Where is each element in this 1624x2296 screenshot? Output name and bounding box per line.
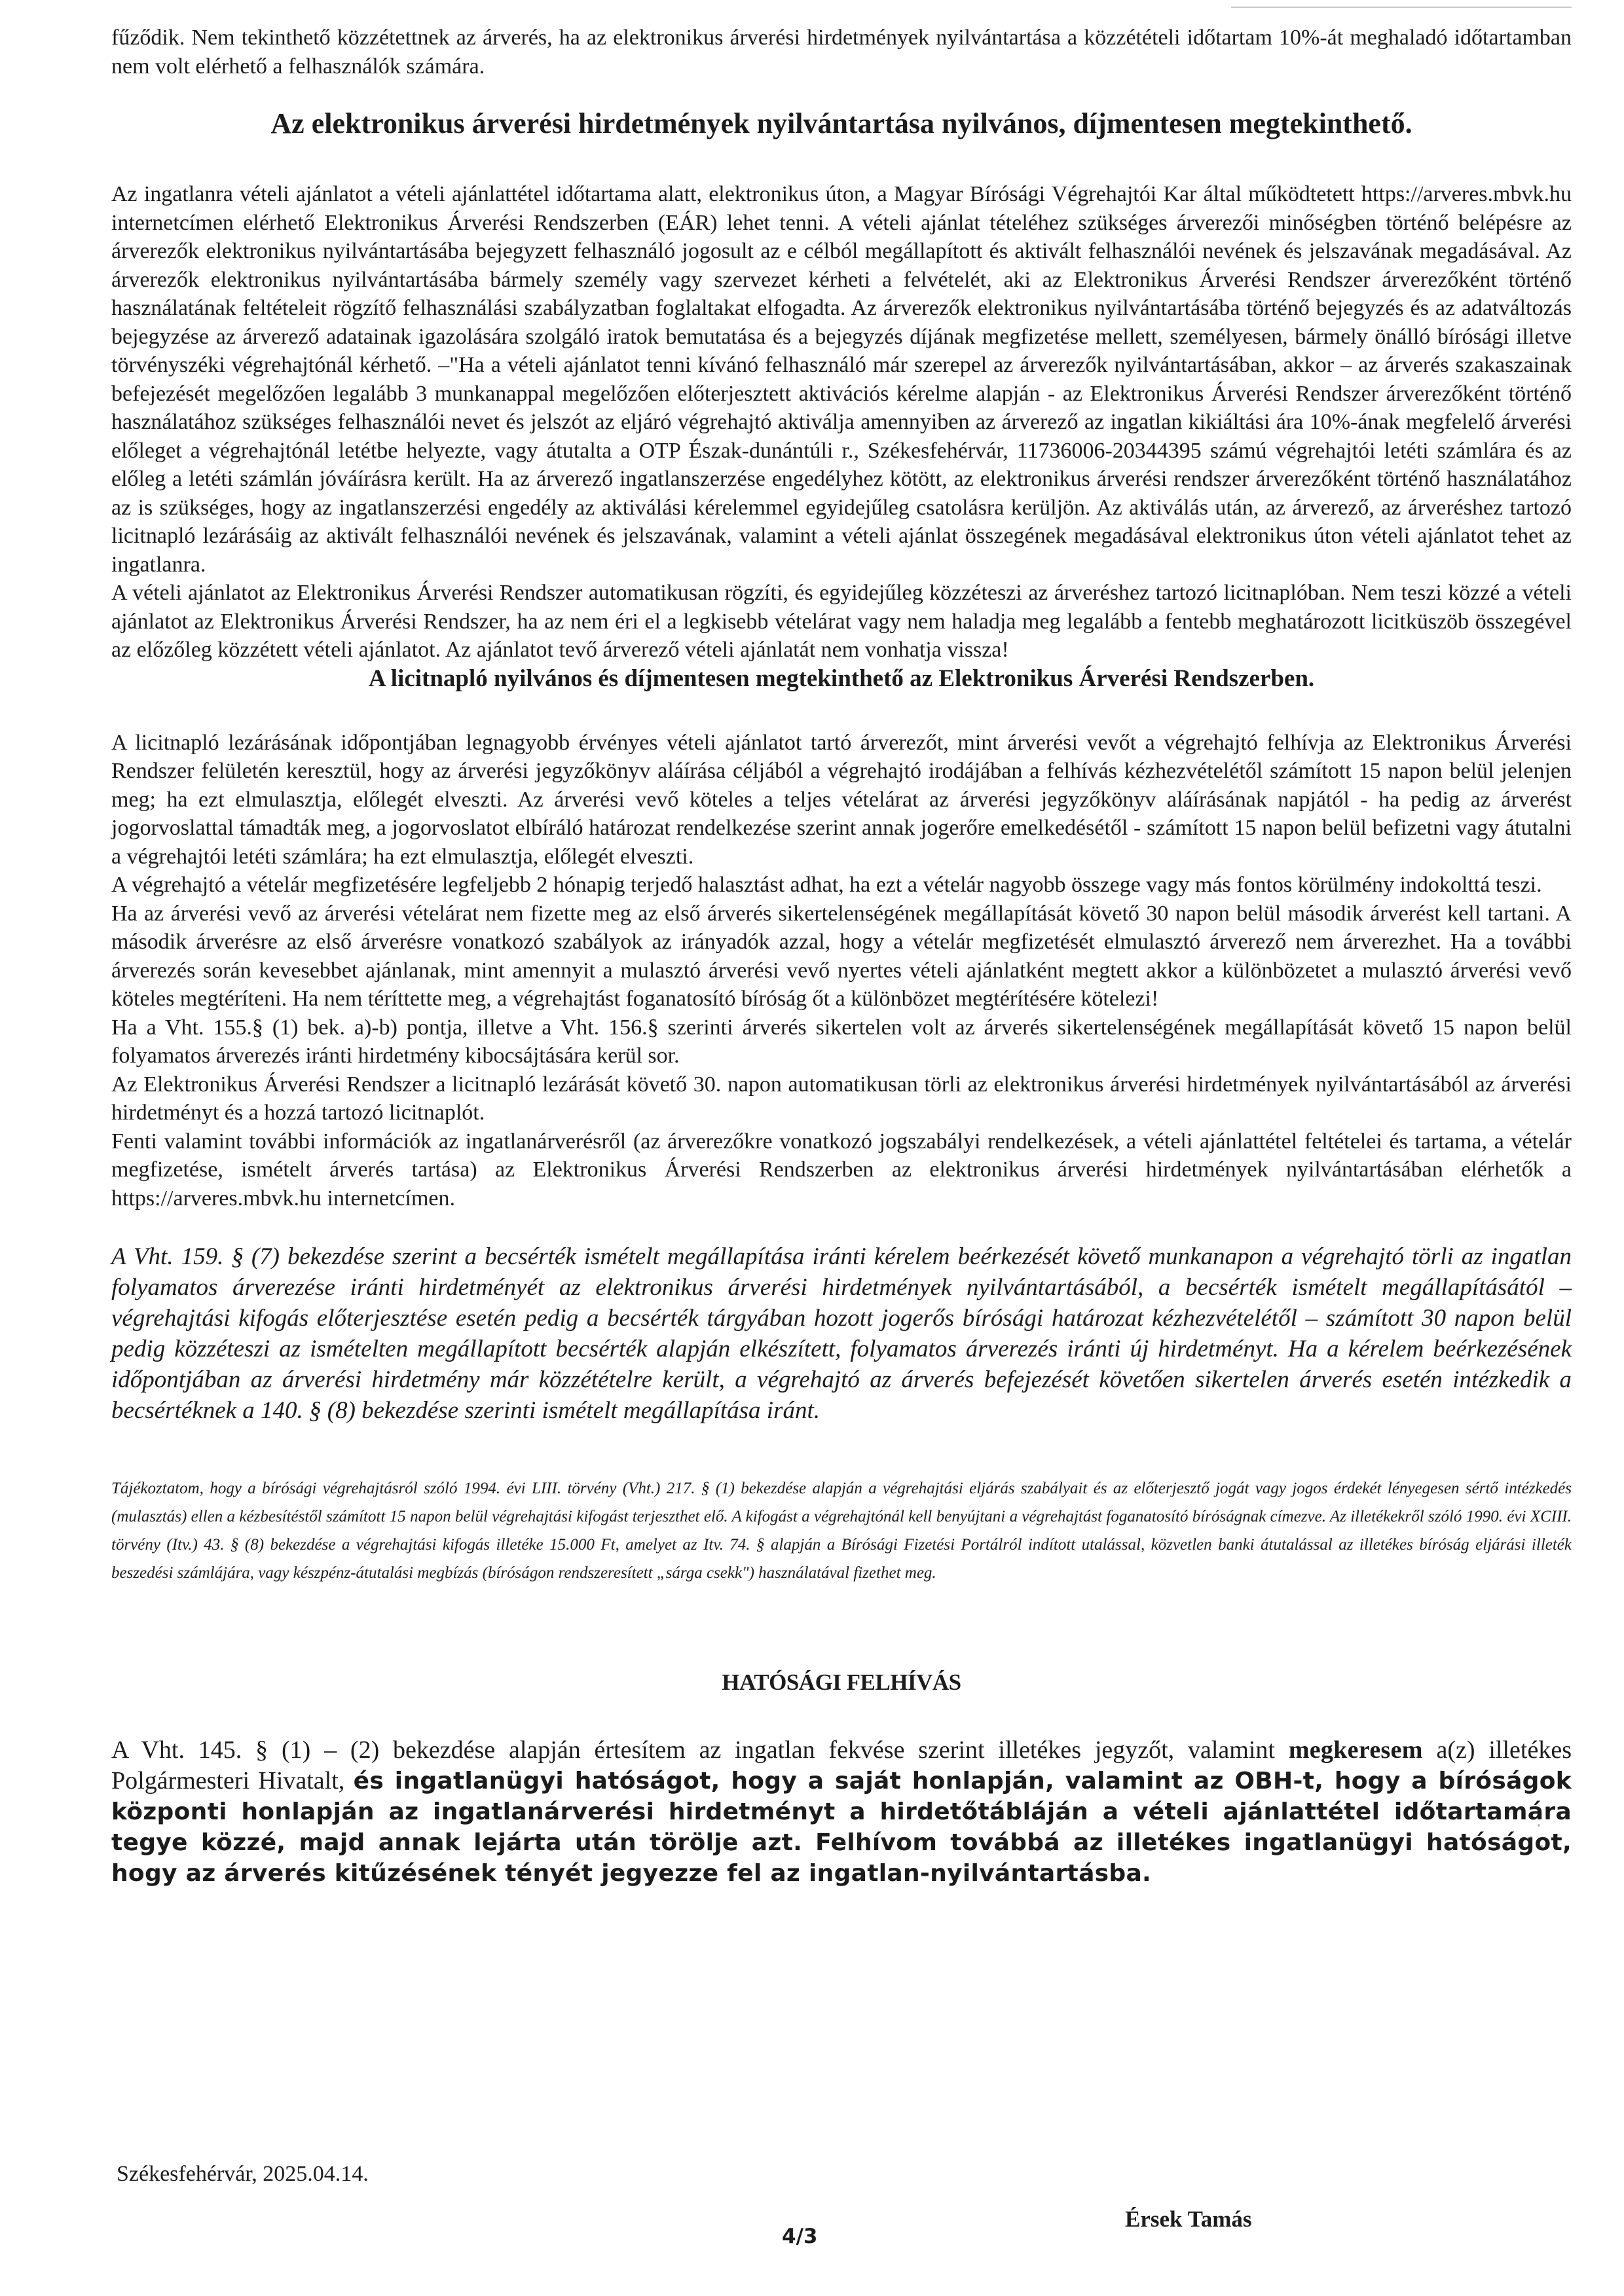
notice-bold-text: és ingatlanügyi hatóságot, hogy a saját honlapján, valamint az OBH-t, hogy a bíróságok központi honlapján az ingatlanárverési hirdetményt a hirdetőtábláján a vételi ajánlattétel időtartamára tegye közzé, majd annak lejárta után törölje azt. Felhívom továbbá az illetékes ingatlanügyi hatóságot, hogy az árverés kitűzésének tényét jegyezze fel az ingatlan-nyilvántartásba. <box>111 1768 1572 1887</box>
scan-top-rule <box>1231 7 1572 8</box>
place-and-date: Székesfehérvár, 2025.04.14. <box>117 2162 369 2186</box>
notice-text-1: A Vht. 145. § (1) – (2) bekezdése alapján értesítem az ingatlan fekvése szerint illetékes jegyzőt, valamint <box>111 1736 1289 1764</box>
authority-notice-title: HATÓSÁGI FELHÍVÁS <box>722 1669 961 1695</box>
signatory-name: Érsek Tamás <box>1125 2206 1252 2232</box>
notice-text-2: a(z) illetékes Polgármesteri Hivatalt, <box>111 1736 1572 1795</box>
legal-remedy-footnote: Tájékoztatom, hogy a bírósági végrehajtásról szóló 1994. évi LIII. törvény (Vht.) 217. § (1) bekezdése alapján a végrehajtási eljárás szabályait és az előterjesztő jogát vagy jogos érdekét lényegesen sértő intézkedés (mulasztás) ellen a kézbesítéstől számított 15 napon belül végrehajtási kifogást terjeszthet elő. A kifogást a végrehajtónál kell benyújtani a végrehajtást foganatosító bíróságnak címezve. Az illetékekről szóló 1990. évi XCIII. törvény (Itv.) 43. § (8) bekezdése a végrehajtási kifogás illetéke 15.000 Ft, amelyet az Itv. 74. § alapján a Bírósági Fizetési Portálról indított utalással, közvetlen banki átutalással az illetékes bíróság eljárási illeték beszedési számlájára, vagy készpénz-átutalási megbízás (bíróságon rendszeresített „sárga csekk") használatával fizethet meg. <box>111 1480 1572 1582</box>
valuation-italic-paragraph: A Vht. 159. § (7) bekezdése szerint a becsérték ismételt megállapítása iránti kérelem beérkezését követő munkanapon a végrehajtó törli az ingatlan folyamatos árverezése iránti hirdetményét az elektronikus árverési hirdetmények nyilvántartásából, a becsérték ismételt megállapításától – végrehajtási kifogás előterjesztése esetén pedig a becsérték tárgyában hozott jogerős bírósági határozat kézhezvételétől – számított 30 napon belül pedig közzéteszi az ismételten megállapított becsérték alapján elkészített, folyamatos árverezés iránti új hirdetményt. Ha a kérelem beérkezésének időpontjában az árverési hirdetmény már közzétételre került, a végrehajtó az árverés befejezését követően sikertelen árverés esetén intézkedik a becsértéknek a 140. § (8) bekezdése szerinti ismételt megállapítása iránt. <box>111 1243 1572 1424</box>
information-paragraph: Fenti valamint további információk az ingatlanárverésről (az árverezőkre vonatkozó jogszabályi rendelkezések, a vételi ajánlattétel feltételei és tartama, a vételár megfizetése, ismételt árverés tartása) az Elektronikus Árverési Rendszerben az elektronikus árverési hirdetmények nyilvántartásában elérhetők a https://arveres.mbvk.hu internetcímen. <box>111 1129 1572 1211</box>
deletion-paragraph: Az Elektronikus Árverési Rendszer a licitnapló lezárását követő 30. napon automatikusan törli az elektronikus árverési hirdetmények nyilvántartásából az árverési hirdetményt és a hozzá tartozó licitnaplót. <box>111 1072 1572 1125</box>
document-page <box>111 24 1572 1889</box>
winner-paragraph: A licitnapló lezárásának időpontjában legnagyobb érvényes vételi ajánlatot tartó árverezőt, mint árverési vevőt a végrehajtó felhívja az Elektronikus Árverési Rendszer felületén keresztül, hogy az árverési jegyzőkönyv aláírása céljából a végrehajtó irodájában a felhívás kézhezvételétől számított 15 napon belül jelenjen meg; ha ezt elmulasztja, előlegét elveszti. Az árverési vevő köteles a teljes vételárat az árverési jegyzőkönyv aláírásának napjától - ha pedig az árverést jogorvoslattal támadták meg, a jogorvoslatot elbíráló határozat rendelkezése szerint annak jogerőre emelkedésétől - számított 15 napon belül befizetni vagy átutalni a végrehajtói letéti számlára; ha ezt elmulasztja, előlegét elveszti. <box>111 730 1572 869</box>
offer-paragraph: A vételi ajánlatot az Elektronikus Árverési Rendszer automatikusan rögzíti, és egyidejűleg közzéteszi az árveréshez tartozó licitnaplóban. Nem teszi közzé a vételi ajánlatot az Elektronikus Árverési Rendszer, ha az nem éri el a legkisebb vételárat vagy nem haladja meg legalább a fentebb meghatározott licitküszöb összegével az előzőleg közzétett vételi ajánlatot. Az ajánlatot tevő árverező vételi ajánlatát nem vonhatja vissza! <box>111 581 1572 662</box>
notice-bold-request: megkeresem <box>1288 1736 1423 1764</box>
second-auction-paragraph: Ha az árverési vevő az árverési vételárat nem fizette meg az első árverés sikertelenségének megállapítását követő 30 napon belül második árverést kell tartani. A második árverésre az első árverésre vonatkozó szabályok az irányadók azzal, hogy a vételár megfizetését elmulasztó árverező nem árverezhet. Ha a további árverezés során kevesebbet ajánlanak, mint amennyit a mulasztó árverési vevő nyertes vételi ajánlatként megtett akkor a különbözetet a mulasztó árverési vevő köteles megtéríteni. Ha nem téríttette meg, a végrehajtást foganatosító bíróság őt a különbözet megtérítésére kötelezi! <box>111 901 1572 1011</box>
bid-log-heading: A licitnapló nyilvános és díjmentesen megtekinthető az Elektronikus Árverési Rendszerben. <box>368 665 1315 692</box>
page-number: 4/3 <box>782 2225 818 2248</box>
public-register-heading: Az elektronikus árverési hirdetmények nyilvántartása nyilvános, díjmentesen megtekinthető. <box>270 107 1412 139</box>
deferral-paragraph: A végrehajtó a vételár megfizetésére legfeljebb 2 hónapig terjedő halasztást adhat, ha ezt a vételár nagyobb összege vagy más fontos körülmény indokolttá teszi. <box>111 873 1542 897</box>
intro-paragraph: fűződik. Nem tekinthető közzétettnek az árverés, ha az elektronikus árverési hirdetmények nyilvántartása a közzétételi időtartam 10%-át meghaladó időtartamban nem volt elérhető a felhasználók számára. <box>111 26 1572 79</box>
authority-notice-paragraph <box>111 1735 1572 1889</box>
continuous-auction-paragraph: Ha a Vht. 155.§ (1) bek. a)-b) pontja, illetve a Vht. 156.§ szerinti árverés sikertelen volt az árverés sikertelenségének megállapítását követő 15 napon belül folyamatos árverezés iránti hirdetmény kibocsájtására kerül sor. <box>111 1015 1572 1068</box>
bidding-paragraph: Az ingatlanra vételi ajánlatot a vételi ajánlattétel időtartama alatt, elektronikus úton, a Magyar Bírósági Végrehajtói Kar által működtetett https://arveres.mbvk.hu internetcímen elérhető Elektronikus Árverési Rendszerben (EÁR) lehet tenni. A vételi ajánlat tételéhez szükséges árverezői minőségben történő belépésre az árverezők elektronikus nyilvántartásába bejegyzett felhasználó jogosult az e célból megállapított és aktivált felhasználói nevének és jelszavának megadásával. Az árverezők elektronikus nyilvántartásába bármely személy vagy szervezet kérheti a felvételét, aki az Elektronikus Árverési Rendszer árverezőként történő használatának feltételeit rögzítő felhasználási szabályzatban foglaltakat elfogadta. Az árverezők elektronikus nyilvántartásába történő bejegyzés és az adatváltozás bejegyzése az árverező adatainak igazolására szolgáló iratok bemutatása és a bejegyzés díjának megfizetése mellett, személyesen, bármely önálló bírósági illetve törvényszéki végrehajtónál kérhető. –"Ha a vételi ajánlatot tenni kívánó felhasználó már szerepel az árverezők nyilvántartásában, akkor – az árverés szakaszainak befejezését megelőzően legalább 3 munkanappal megelőzően előterjesztett aktivációs kérelme alapján - az Elektronikus Árverési Rendszer árverezőként történő használatához szükséges felhasználói nevet és jelszót az eljáró végrehajtó aktiválja amennyiben az árverező az ingatlan kikiáltási ára 10%-ának megfelelő árverési előleget a végrehajtónál letétbe helyezte, vagy átutalta a OTP Észak-dunántúli r., Székesfehérvár, 11736006-20344395 számú végrehajtói letéti számlára és az előleg a letéti számlán jóváírásra került. Ha az árverező ingatlanszerzése engedélyhez kötött, az elektronikus árverési rendszer árverezőként történő használatához az is szükséges, hogy az ingatlanszerzési engedély az aktiválási kérelemmel egyidejűleg csatolásra kerüljön. Az aktiválás után, az árverező, az árveréshez tartozó licitnapló lezárásáig az aktivált felhasználói nevének és jelszavának, valamint a vételi ajánlat összegének megadásával elektronikus úton vételi ajánlatot tehet az ingatlanra. <box>111 182 1572 577</box>
